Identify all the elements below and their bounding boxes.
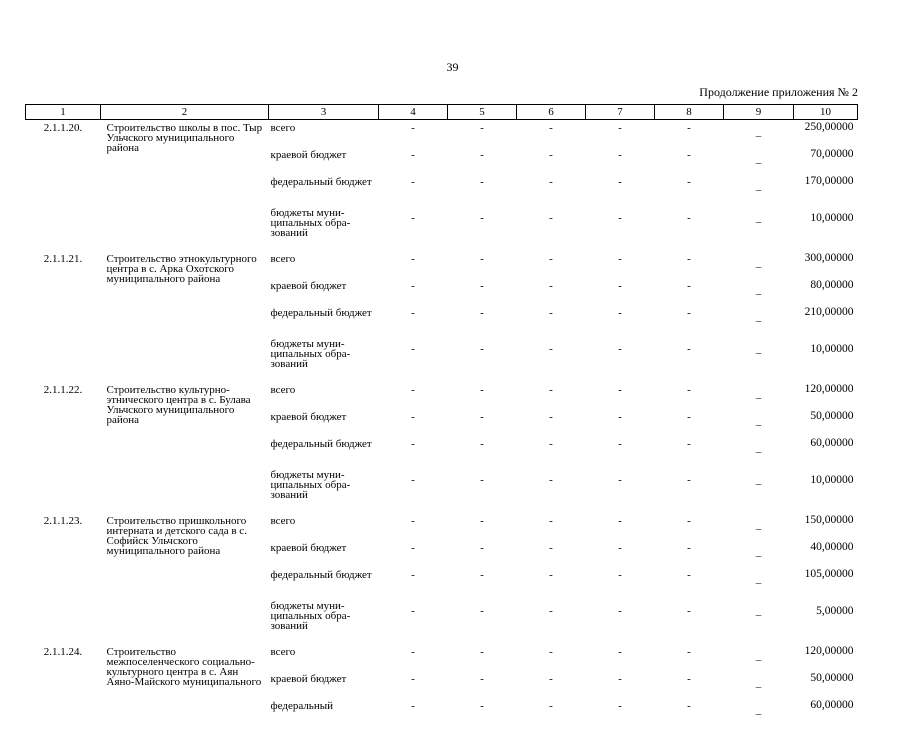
funding-source: всего: [269, 513, 379, 540]
empty-value: -: [448, 598, 517, 644]
empty-value: -: [655, 305, 724, 336]
empty-value: -: [379, 336, 448, 382]
empty-value: -: [517, 120, 586, 148]
amount-value: 300,00000: [794, 251, 858, 278]
empty-value: -: [655, 698, 724, 729]
empty-value: -: [655, 251, 724, 278]
amount-value: 70,00000: [794, 147, 858, 174]
table-header: [26, 105, 858, 120]
empty-value: -: [379, 467, 448, 513]
funding-source: всего: [269, 644, 379, 671]
empty-value: -: [586, 644, 655, 671]
item-name: Строительство межпоселенческого социально-культурного центра в с. Аян Аяно-Майского муниципального: [101, 644, 269, 729]
empty-value: -: [586, 251, 655, 278]
empty-value: -: [448, 278, 517, 305]
funding-source: федеральный бюджет: [269, 305, 379, 336]
empty-value: -: [517, 671, 586, 698]
empty-value: -: [655, 598, 724, 644]
column-header: 3: [269, 105, 379, 120]
item-number: 2.1.1.23.: [26, 513, 101, 644]
empty-value: -: [586, 120, 655, 148]
funding-source: федеральный: [269, 698, 379, 729]
table-row: [26, 382, 858, 409]
empty-value: -: [517, 147, 586, 174]
empty-value: -: [379, 567, 448, 598]
empty-value: -: [379, 409, 448, 436]
amount-value: 170,00000: [794, 174, 858, 205]
empty-value: -: [379, 278, 448, 305]
empty-value: -: [655, 174, 724, 205]
table-row: [26, 251, 858, 278]
empty-value: _: [724, 698, 794, 729]
empty-value: -: [655, 540, 724, 567]
empty-value: -: [448, 671, 517, 698]
empty-value: -: [586, 382, 655, 409]
empty-value: _: [724, 120, 794, 148]
empty-value: -: [586, 336, 655, 382]
amount-value: 210,00000: [794, 305, 858, 336]
item-number: 2.1.1.24.: [26, 644, 101, 729]
empty-value: -: [448, 644, 517, 671]
table-body: [26, 120, 858, 729]
empty-value: -: [379, 644, 448, 671]
amount-value: 10,00000: [794, 205, 858, 251]
empty-value: -: [379, 120, 448, 148]
empty-value: -: [517, 567, 586, 598]
empty-value: -: [586, 567, 655, 598]
empty-value: _: [724, 598, 794, 644]
amount-value: 120,00000: [794, 644, 858, 671]
empty-value: _: [724, 278, 794, 305]
empty-value: -: [517, 278, 586, 305]
funding-source: федеральный бюджет: [269, 567, 379, 598]
empty-value: -: [586, 467, 655, 513]
funding-source: краевой бюджет: [269, 409, 379, 436]
funding-source: всего: [269, 251, 379, 278]
amount-value: 50,00000: [794, 671, 858, 698]
empty-value: -: [448, 467, 517, 513]
funding-source: бюджеты муни-ципальных обра-зований: [269, 598, 379, 644]
empty-value: _: [724, 436, 794, 467]
empty-value: -: [517, 540, 586, 567]
continuation-label: Продолжение приложения № 2: [699, 85, 858, 100]
empty-value: -: [655, 671, 724, 698]
table-row: [26, 120, 858, 148]
empty-value: -: [448, 174, 517, 205]
empty-value: _: [724, 467, 794, 513]
empty-value: -: [655, 336, 724, 382]
column-header: 4: [379, 105, 448, 120]
empty-value: -: [379, 540, 448, 567]
empty-value: -: [655, 567, 724, 598]
empty-value: _: [724, 205, 794, 251]
empty-value: -: [379, 305, 448, 336]
item-name: Строительство этнокультурного центра в с. Арка Охотского муниципального района: [101, 251, 269, 382]
item-number: 2.1.1.22.: [26, 382, 101, 513]
empty-value: -: [517, 251, 586, 278]
amount-value: 250,00000: [794, 120, 858, 148]
amount-value: 10,00000: [794, 467, 858, 513]
empty-value: -: [586, 671, 655, 698]
column-header: 2: [101, 105, 269, 120]
empty-value: -: [586, 174, 655, 205]
amount-value: 120,00000: [794, 382, 858, 409]
funding-source: всего: [269, 382, 379, 409]
empty-value: -: [448, 382, 517, 409]
empty-value: -: [586, 147, 655, 174]
empty-value: -: [586, 436, 655, 467]
empty-value: _: [724, 251, 794, 278]
funding-source: краевой бюджет: [269, 147, 379, 174]
amount-value: 40,00000: [794, 540, 858, 567]
empty-value: _: [724, 567, 794, 598]
empty-value: -: [448, 205, 517, 251]
empty-value: -: [379, 382, 448, 409]
amount-value: 5,00000: [794, 598, 858, 644]
amount-value: 10,00000: [794, 336, 858, 382]
empty-value: _: [724, 671, 794, 698]
amount-value: 80,00000: [794, 278, 858, 305]
amount-value: 60,00000: [794, 436, 858, 467]
funding-source: федеральный бюджет: [269, 174, 379, 205]
empty-value: -: [655, 205, 724, 251]
empty-value: -: [448, 147, 517, 174]
empty-value: _: [724, 147, 794, 174]
column-header: 9: [724, 105, 794, 120]
empty-value: _: [724, 336, 794, 382]
empty-value: -: [379, 147, 448, 174]
empty-value: _: [724, 174, 794, 205]
empty-value: -: [517, 174, 586, 205]
empty-value: -: [655, 644, 724, 671]
empty-value: -: [517, 205, 586, 251]
empty-value: -: [448, 698, 517, 729]
column-header: 10: [794, 105, 858, 120]
empty-value: _: [724, 382, 794, 409]
empty-value: _: [724, 644, 794, 671]
empty-value: -: [517, 467, 586, 513]
column-header: 6: [517, 105, 586, 120]
amount-value: 105,00000: [794, 567, 858, 598]
empty-value: -: [448, 513, 517, 540]
empty-value: -: [379, 671, 448, 698]
empty-value: -: [655, 120, 724, 148]
empty-value: -: [655, 436, 724, 467]
empty-value: -: [379, 174, 448, 205]
empty-value: -: [655, 278, 724, 305]
empty-value: _: [724, 409, 794, 436]
funding-source: краевой бюджет: [269, 278, 379, 305]
empty-value: -: [586, 305, 655, 336]
page-number: 39: [0, 60, 905, 75]
empty-value: -: [586, 540, 655, 567]
empty-value: -: [655, 147, 724, 174]
empty-value: _: [724, 513, 794, 540]
empty-value: -: [655, 409, 724, 436]
empty-value: -: [448, 336, 517, 382]
budget-table: [25, 104, 858, 729]
empty-value: -: [517, 305, 586, 336]
empty-value: -: [448, 305, 517, 336]
table-row: [26, 513, 858, 540]
column-header: 5: [448, 105, 517, 120]
empty-value: -: [517, 409, 586, 436]
empty-value: -: [448, 251, 517, 278]
item-number: 2.1.1.21.: [26, 251, 101, 382]
table-row: [26, 644, 858, 671]
amount-value: 50,00000: [794, 409, 858, 436]
item-number: 2.1.1.20.: [26, 120, 101, 252]
empty-value: -: [379, 251, 448, 278]
empty-value: -: [517, 644, 586, 671]
empty-value: -: [448, 540, 517, 567]
empty-value: -: [655, 382, 724, 409]
empty-value: -: [586, 278, 655, 305]
amount-value: 60,00000: [794, 698, 858, 729]
empty-value: -: [517, 336, 586, 382]
column-header: 7: [586, 105, 655, 120]
empty-value: -: [586, 205, 655, 251]
empty-value: -: [448, 120, 517, 148]
funding-source: бюджеты муни-ципальных обра-зований: [269, 336, 379, 382]
empty-value: -: [448, 409, 517, 436]
empty-value: -: [379, 598, 448, 644]
empty-value: -: [655, 513, 724, 540]
empty-value: _: [724, 305, 794, 336]
empty-value: -: [517, 513, 586, 540]
column-header: 1: [26, 105, 101, 120]
item-name: Строительство пришкольного интерната и детского сада в с. Софийск Ульчского муниципального района: [101, 513, 269, 644]
item-name: Строительство школы в пос. Тыр Ульчского муниципального района: [101, 120, 269, 252]
empty-value: -: [448, 567, 517, 598]
column-header: 8: [655, 105, 724, 120]
empty-value: _: [724, 540, 794, 567]
funding-source: всего: [269, 120, 379, 148]
empty-value: -: [517, 698, 586, 729]
empty-value: -: [379, 436, 448, 467]
empty-value: -: [379, 205, 448, 251]
funding-source: федеральный бюджет: [269, 436, 379, 467]
empty-value: -: [655, 467, 724, 513]
empty-value: -: [517, 382, 586, 409]
empty-value: -: [379, 698, 448, 729]
empty-value: -: [517, 598, 586, 644]
empty-value: -: [586, 513, 655, 540]
funding-source: бюджеты муни-ципальных обра-зований: [269, 467, 379, 513]
funding-source: бюджеты муни-ципальных обра-зований: [269, 205, 379, 251]
funding-source: краевой бюджет: [269, 671, 379, 698]
item-name: Строительство культурно-этнического центра в с. Булава Ульчского муниципального района: [101, 382, 269, 513]
empty-value: -: [379, 513, 448, 540]
empty-value: -: [586, 409, 655, 436]
empty-value: -: [586, 698, 655, 729]
empty-value: -: [448, 436, 517, 467]
empty-value: -: [586, 598, 655, 644]
funding-source: краевой бюджет: [269, 540, 379, 567]
amount-value: 150,00000: [794, 513, 858, 540]
empty-value: -: [517, 436, 586, 467]
